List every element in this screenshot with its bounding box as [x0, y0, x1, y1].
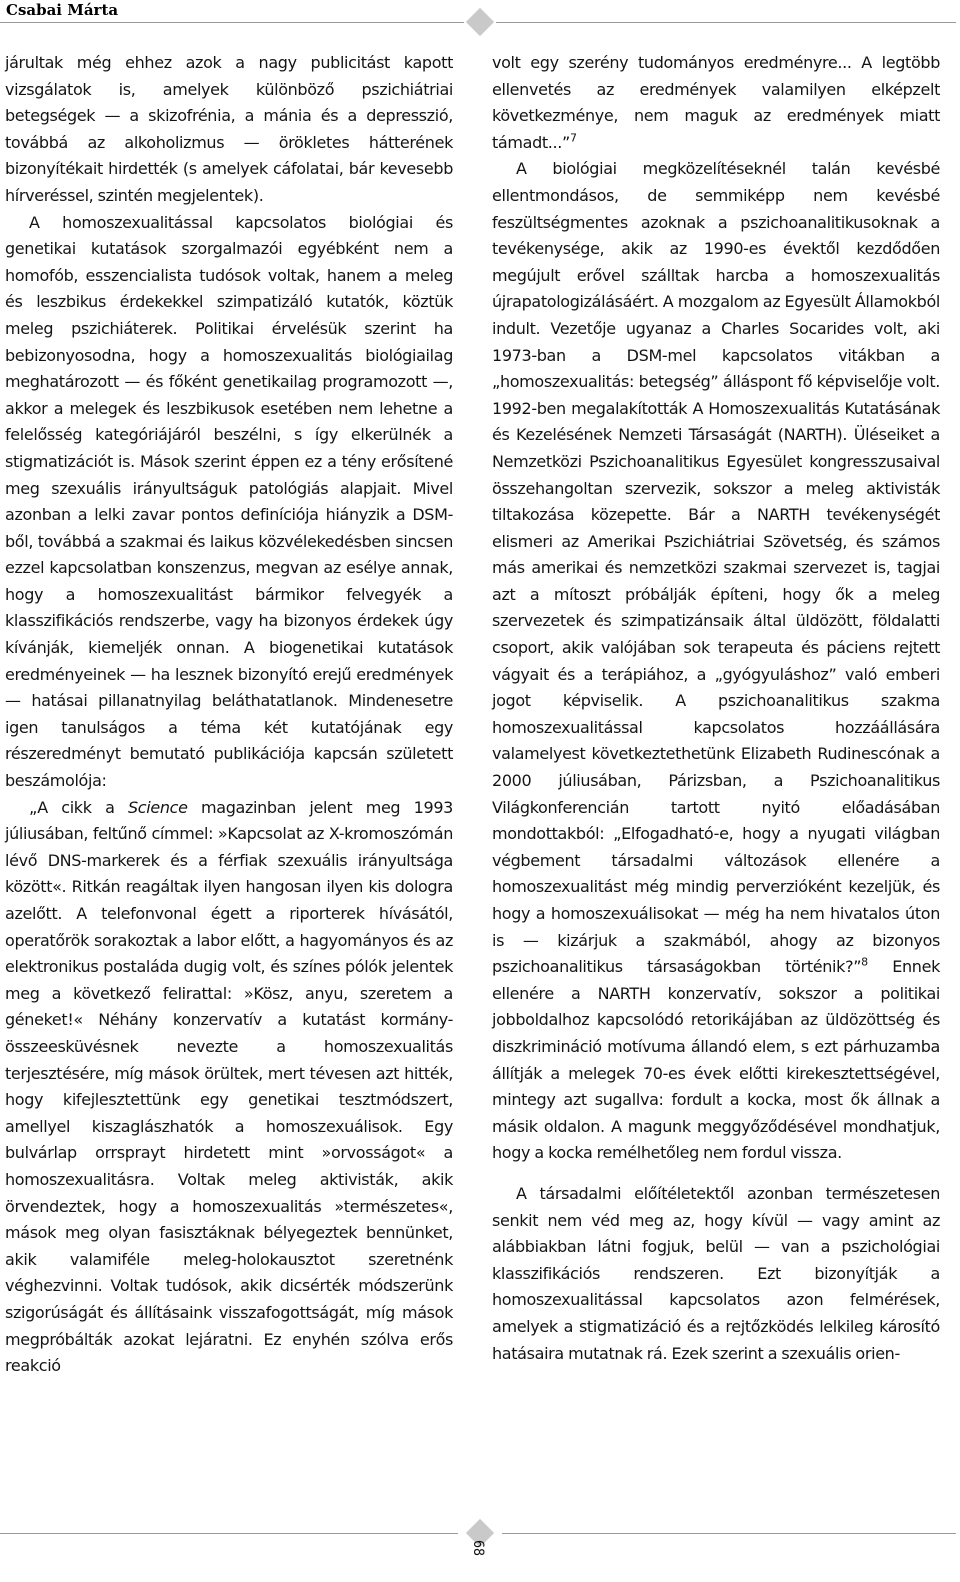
quote-text: „A cikk a — [29, 797, 128, 817]
paragraph-text: Ennek ellenére a NARTH konzervatív, sokszor a politikai jobboldalhoz kapcsolódó retorikájában az üldözöttség és diszkrimináció motívuma állandó elem, s ezt párhuzamba állítják a melegek 70-es évek előtti kirekesztettségével, mintegy azt sugallva: fordult a kocka, most ők állnak a másik oldalon. A magunk meggyőződésével mondhatjuk, hogy a kocka remélhetőleg nem fordul vissza. — [492, 957, 940, 1163]
header-rule-right — [496, 22, 956, 23]
page-header — [0, 0, 960, 38]
header-rule-left — [0, 22, 464, 23]
page-number: 68 — [470, 1539, 487, 1557]
paragraph: A homoszexualitással kapcsolatos biológiai és genetikai kutatások szorgalmazói egyébként nem a homofób, esszencialista tudósok voltak, hanem a meleg és leszbikus érdekekkel szimpatizáló kutatók, köztük meleg pszichiáterek. Politikai érvelésük szerint ha bebizonyosodna, hogy a homoszexualitás biológiailag meghatározott — és főként genetikailag programozott —, akkor a melegek és leszbikusok esetében nem lehetne a felelősség kategóriájáról beszélni, s így elkerülnék a stigmatizációt is. Mások szerint éppen ez a tény erősítené meg szexuális irányultságuk patológiás alapjait. Mivel azonban a lelki zavar pontos definíciója hiányzik a DSM-ből, továbbá a szakmai és laikus közvélekedésben sincsen ezzel kapcsolatban konszenzus, megvan az esélye annak, hogy a homoszexualitást bármikor felvegyék a klasszifikációs rendszerbe, vagy ha bizonyos érdekek úgy kívánják, kiemeljék onnan. A biogenetikai kutatások eredményeinek — ha lesznek bizonyító erejű eredmények — hatásai pillanatnyilag beláthatatlanok. Mindenesetre igen tanulságos a téma két kutatójának egy részeredményt bemutató publikációja kapcsán született beszámolója: — [5, 212, 453, 791]
footnote-ref[interactable]: 7 — [569, 131, 577, 145]
header-diamond-ornament — [466, 8, 494, 36]
footnote-ref[interactable]: 8 — [861, 955, 868, 969]
running-head-author: Csabai Márta — [6, 1, 119, 19]
footer-rule-right — [502, 1533, 956, 1534]
paragraph: A társadalmi előítéletektől azonban természetesen senkit nem véd meg az, hogy kívül — vagy amint az alábbiakban látni fogjuk, belül — van a pszichológiai klasszifikációs rendszeren. Ezt bizonyítják a homoszexualitással kapcsolatos azon felmérések, amelyek a stigmatizáció és a rejtőzködés lelkileg károsító hatásaira mutatnak rá. Ezek szerint a szexuális orien- — [492, 1183, 940, 1363]
footer-rule-left — [0, 1533, 458, 1534]
text-column-left — [5, 50, 453, 1490]
journal-title: Science — [127, 797, 188, 817]
block-quote — [5, 795, 453, 1380]
quote-text: magazinban jelent meg 1993 júliusában, feltűnő címmel: »Kapcsolat az X-kromoszómán lévő DNS-markerek és a férfiak szexuális irányultsága között«. Ritkán reagáltak ilyen hangosan ilyen kis dologra azelőtt. A telefonvonal égett a riporterek hívásától, operatőrök sorakoztak a labor előtt, a hagyományos és az elektronikus postaláda dugig volt, és színes pólók jelentek meg a következő felirattal: »Kösz, anyu, szeretem a géneket!« Néhány konzervatív a kutatást kormány-összeesküvésnek nevezte a homoszexualitás terjesztésére, míg mások örültek, mert tévesen azt hitték, hogy kifejlesztettünk egy genetikai tesztmódszert, amellyel kiszaglászhatók a homoszexuálisok. Egy bulvárlap orrsprayt hirdetett mint »orvosságot« a homoszexualitásra. Voltak meleg aktivisták, akik örvendeztek, hogy a homoszexualitás »természetes«, mások meg olyan fasisztáknak bélyegeztek bennünket, akik valamiféle meleg-holokausztot szeretnénk véghezvinni. Voltak tudósok, akik dicsérték módszerünk szigorúságát és állításaink visszafogottságát, míg mások megpróbálták azokat lejáratni. Ez enyhén szólva erős reakció — [5, 797, 453, 1376]
paragraph — [492, 50, 940, 156]
quote-end-text: volt egy szerény tudományos eredményre... A legtöbb ellenvetés az eredmények valamilyen elképzelt következménye, nem maguk az eredmények miatt támadt...” — [492, 53, 940, 152]
paragraph — [492, 156, 940, 1167]
paragraph-text: A biológiai megközelítéseknél talán kevésbé ellentmondásos, de semmiképp nem kevésbé feszültségmentes azoknak a pszichoanalitikusoknak a tevékenysége, akik az 1990-es évektől kezdődően megújult erővel szálltak harcba a homoszexualitás újrapatologizálásáért. A mozgalom az Egyesült Államokból indult. Vezetője ugyanaz a Charles Socarides volt, aki 1973-ban a DSM-mel kapcsolatos vitákban a „homoszexualitás: betegség” álláspont fő képviselője volt. 1992-ben megalakították A Homoszexualitás Kutatásának és Kezelésének Nemzeti Társaságát (NARTH). Üléseiket a Nemzetközi Pszichoanalitikus Egyesület kongresszusaival összehangoltan szervezik, sokszor a meleg aktivisták tiltakozása közepette. Bár a NARTH tevékenységét elismeri az Amerikai Pszichiátriai Szövetség, és számos más amerikai és nemzetközi szakmai szervezet is, tagjai azt a mítoszt próbálják építeni, hogy ők a meleg szervezetek és szimpatizánsaik által üldözött, földalatti csoport, akik valójában sok terapeuta és páciens rejtett vágyait és a terápiához, a „gyógyuláshoz” való emberi jogot képviselik. A pszichoanalitikus szakma homoszexualitással kapcsolatos hozzáállására valamelyest következtethetünk Elizabeth Rudinescónak a 2000 júliusában, Párizsban, a Pszichoanalitikus Világkonferencián tartott nyitó előadásában mondottakból: „Elfogadható-e, hogy a nyugati világban végbement társadalmi változások ellenére a homoszexualitást még mindig perverzióként kezeljük, és hogy a homoszexuálisokat — még ha nem hivatalos úton is — kizárjuk a szakmából, ahogy az bizonyos pszichoanalitikus társaságokban történik?” — [492, 159, 940, 977]
paragraph: járultak még ehhez azok a nagy publicitást kapott vizsgálatok is, amelyek különböző pszichiátriai betegségek — a skizofrénia, a mánia és a depresszió, továbbá az alkoholizmus — örökletes hátterének bizonyítékait hirdették (s amelyek cáfolatai, bár kevesebb hírveréssel, szintén megjelentek). — [5, 53, 453, 205]
text-column-right — [492, 50, 940, 1490]
